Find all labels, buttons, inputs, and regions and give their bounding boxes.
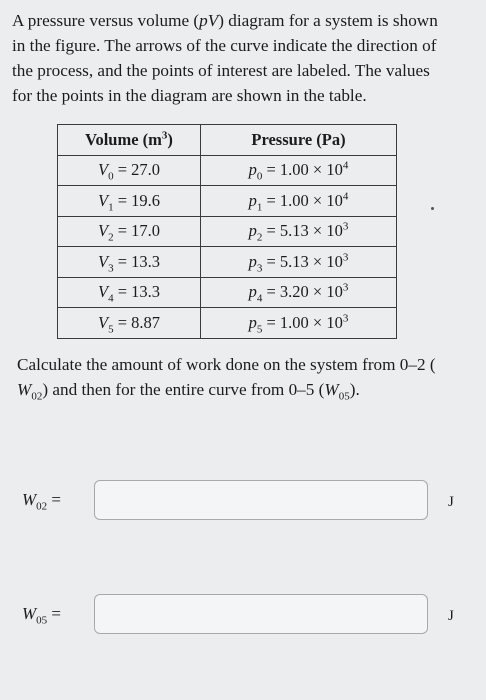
intro-line-4: for the points in the diagram are shown in the table. bbox=[12, 86, 367, 105]
w02-input[interactable] bbox=[94, 480, 428, 520]
pv-values-table bbox=[57, 124, 397, 339]
table-row bbox=[58, 277, 397, 308]
header-volume: Volume $(m^3)$ bbox=[58, 125, 201, 156]
pressure-cell: $p_1 = 1.00 \times 10^4$ bbox=[201, 186, 397, 217]
answer-row-w02 bbox=[0, 480, 486, 524]
w02-label: $W_{02}$ = bbox=[22, 490, 62, 513]
table-row bbox=[58, 308, 397, 339]
pv-symbol: pV bbox=[199, 11, 219, 30]
volume-cell: $V_2 = 17.0$ bbox=[58, 216, 201, 247]
table-header-row bbox=[58, 125, 397, 156]
pressure-cell: $p_5 = 1.00 \times 10^3$ bbox=[201, 308, 397, 339]
volume-cell: $V_0 = 27.0$ bbox=[58, 155, 201, 186]
w02-unit: J bbox=[448, 494, 454, 510]
header-pressure: Pressure (Pa) bbox=[201, 125, 397, 156]
volume-cell: $V_3 = 13.3$ bbox=[58, 247, 201, 278]
w05-unit: J bbox=[448, 608, 454, 624]
problem-intro bbox=[12, 8, 480, 108]
volume-cell: $V_1 = 19.6$ bbox=[58, 186, 201, 217]
intro-line-3: the process, and the points of interest are labeled. The values bbox=[12, 61, 430, 80]
pressure-cell: $p_3 = 5.13 \times 10^3$ bbox=[201, 247, 397, 278]
answer-row-w05 bbox=[0, 594, 486, 638]
volume-cell: $V_5 = 8.87$ bbox=[58, 308, 201, 339]
volume-cell: $V_4 = 13.3$ bbox=[58, 277, 201, 308]
table-row bbox=[58, 216, 397, 247]
pressure-cell: $p_4 = 3.20 \times 10^3$ bbox=[201, 277, 397, 308]
stray-dot bbox=[431, 207, 434, 210]
intro-line-2: in the figure. The arrows of the curve indicate the direction of bbox=[12, 36, 437, 55]
question-line-2: $W_{02}$) and then for the entire curve from 0–5 $(W_{05})$. bbox=[17, 380, 360, 403]
table-row bbox=[58, 155, 397, 186]
question-text bbox=[17, 352, 477, 402]
pressure-cell: $p_2 = 5.13 \times 10^3$ bbox=[201, 216, 397, 247]
table-row bbox=[58, 186, 397, 217]
w05-input[interactable] bbox=[94, 594, 428, 634]
intro-line-1: A pressure versus volume (pV) diagram for a system is shown bbox=[12, 11, 438, 30]
table-row bbox=[58, 247, 397, 278]
question-line-1: Calculate the amount of work done on the system from 0–2 ( bbox=[17, 355, 436, 374]
w05-label: $W_{05}$ = bbox=[22, 604, 62, 627]
pressure-cell: $p_0 = 1.00 \times 10^4$ bbox=[201, 155, 397, 186]
